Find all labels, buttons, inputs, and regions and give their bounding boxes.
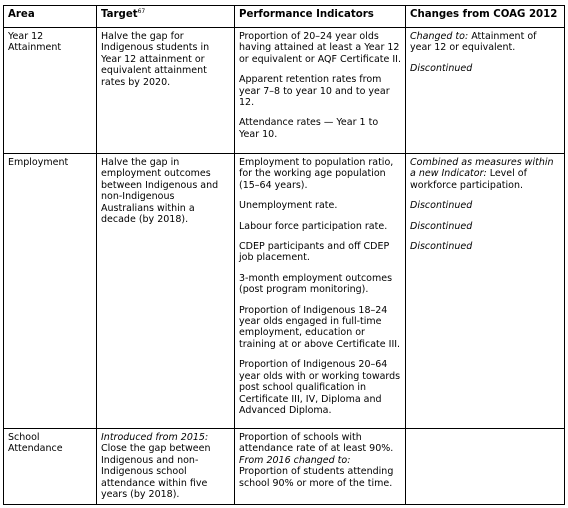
changes-cell (406, 28, 565, 154)
indicator-item: Proportion of Indigenous 20–64 year olds with or working towards post school qualification in Certificate III, IV, Diploma and Advanced Diploma. (239, 359, 401, 416)
area-cell: Year 12 Attainment (4, 28, 97, 154)
indicator-item: Attendance rates — Year 1 to Year 10. (239, 117, 379, 140)
header-area: Area (4, 6, 97, 28)
indicators-cell: Proportion of schools with attendance rate of at least 90%. From 2016 changed to: Proportion of students attending school 90% or more of the time. (235, 429, 406, 505)
indicator-item: Proportion of Indigenous 18–24 year olds engaged in full-time employment, education or training at or above Certificate III. (239, 304, 401, 350)
target-footnote-marker: 67 (137, 8, 146, 15)
target-cell: Halve the gap for Indigenous students in Year 12 attainment or equivalent attainment rates by 2020. (97, 28, 235, 154)
indicator-item: Proportion of 20–24 year olds having attained at least a Year 12 or equivalent or AQF Certificate II. (239, 31, 401, 65)
table-row-year12 (4, 28, 565, 154)
change-item: Discontinued (410, 200, 473, 212)
indicators-cell (235, 28, 406, 154)
change-item: Changed to: Attainment of year 12 or equivalent. (410, 31, 537, 54)
target-cell: Halve the gap in employment outcomes between Indigenous and non-Indigenous Australians within a decade (by 2018). (97, 154, 235, 429)
indicator-item: CDEP participants and off CDEP job placement. (239, 241, 390, 264)
change-item: Discontinued (410, 220, 473, 232)
header-changes: Changes from COAG 2012 (406, 6, 565, 28)
area-cell: Employment (4, 154, 97, 429)
change-item: Discontinued (410, 241, 473, 253)
indicator-item: Employment to population ratio, for the working age population (15–64 years). (239, 157, 394, 191)
indicator-item: Unemployment rate. (239, 200, 338, 212)
header-row (4, 6, 565, 28)
changes-cell (406, 154, 565, 429)
table-row-school-attendance (4, 429, 565, 505)
indicators-cell (235, 154, 406, 429)
table-row-employment (4, 154, 565, 429)
changes-cell (406, 429, 565, 505)
indicator-item: Apparent retention rates from year 7–8 to year 10 and to year 12. (239, 74, 390, 109)
indicator-item: 3-month employment outcomes (post program monitoring). (239, 272, 393, 296)
area-cell: School Attendance (4, 429, 97, 505)
indicator-item: Labour force participation rate. (239, 220, 388, 232)
header-performance-indicators: Performance Indicators (235, 6, 406, 28)
target-cell: Introduced from 2015: Close the gap between Indigenous and non-Indigenous school attendance within five years (by 2018). (97, 429, 235, 505)
coag-targets-table (3, 5, 565, 505)
change-item: Discontinued (410, 62, 473, 74)
header-target: Target$^{67}$ (97, 6, 235, 28)
change-item: Combined as measures within a new Indicator: Level of workforce participation. (410, 157, 554, 191)
